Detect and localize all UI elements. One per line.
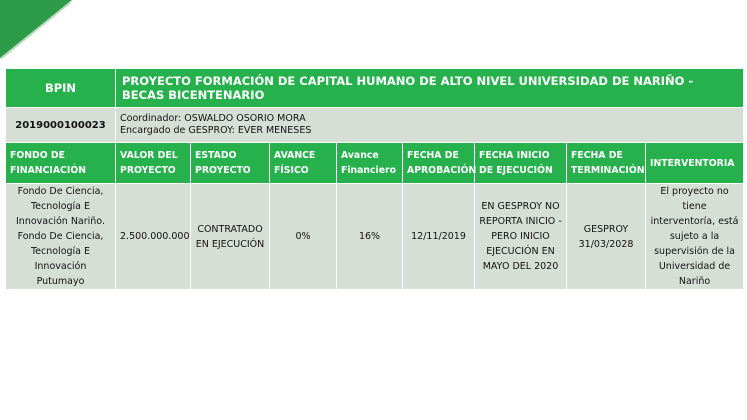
cell-fecha-aprobacion: 12/11/2019 bbox=[403, 184, 475, 290]
cell-valor: 2.500.000.000 bbox=[116, 184, 191, 290]
cell-avance-financiero: 16% bbox=[337, 184, 403, 290]
title-row bbox=[6, 69, 744, 108]
table-row bbox=[6, 184, 744, 290]
project-title: PROYECTO FORMACIÓN DE CAPITAL HUMANO DE ALTO NIVEL UNIVERSIDAD DE NARIÑO - BECAS BICENTENARIO bbox=[116, 69, 744, 108]
bpin-code: 2019000100023 bbox=[6, 108, 116, 143]
col-header-fecha-terminacion: FECHA DE TERMINACIÓN bbox=[567, 143, 646, 184]
col-header-interventoria: INTERVENTORIA bbox=[646, 143, 744, 184]
bpin-header: BPIN bbox=[6, 69, 116, 108]
cell-fecha-terminacion: GESPROY 31/03/2028 bbox=[567, 184, 646, 290]
cell-avance-fisico: 0% bbox=[270, 184, 337, 290]
project-table bbox=[5, 68, 744, 290]
cell-fondo: Fondo De Ciencia, Tecnología E Innovación Nariño. Fondo De Ciencia, Tecnología E Innovación Putumayo bbox=[6, 184, 116, 290]
col-header-avance-financiero: Avance Financiero bbox=[337, 143, 403, 184]
col-header-estado: ESTADO PROYECTO bbox=[191, 143, 270, 184]
col-header-fecha-aprobacion: FECHA DE APROBACIÓN bbox=[403, 143, 475, 184]
col-header-fecha-inicio: FECHA INICIO DE EJECUCIÓN bbox=[475, 143, 567, 184]
col-header-valor: VALOR DEL PROYECTO bbox=[116, 143, 191, 184]
cell-estado: CONTRATADO EN EJECUCIÓN bbox=[191, 184, 270, 290]
cell-interventoria: El proyecto no tiene interventoría, está sujeto a la supervisión de la Universidad de Nariño bbox=[646, 184, 744, 290]
gesproy-manager-text: Encargado de GESPROY: EVER MENESES bbox=[120, 125, 312, 136]
col-header-avance-fisico: AVANCE FÍSICO bbox=[270, 143, 337, 184]
coordinator-text: Coordinador: OSWALDO OSORIO MORA bbox=[120, 112, 306, 124]
responsables-cell bbox=[116, 108, 744, 143]
col-header-fondo: FONDO DE FINANCIACIÓN bbox=[6, 143, 116, 184]
column-header-row bbox=[6, 143, 744, 184]
info-row bbox=[6, 108, 744, 143]
cell-fecha-inicio: EN GESPROY NO REPORTA INICIO - PERO INICIO EJECUCIÓN EN MAYO DEL 2020 bbox=[475, 184, 567, 290]
